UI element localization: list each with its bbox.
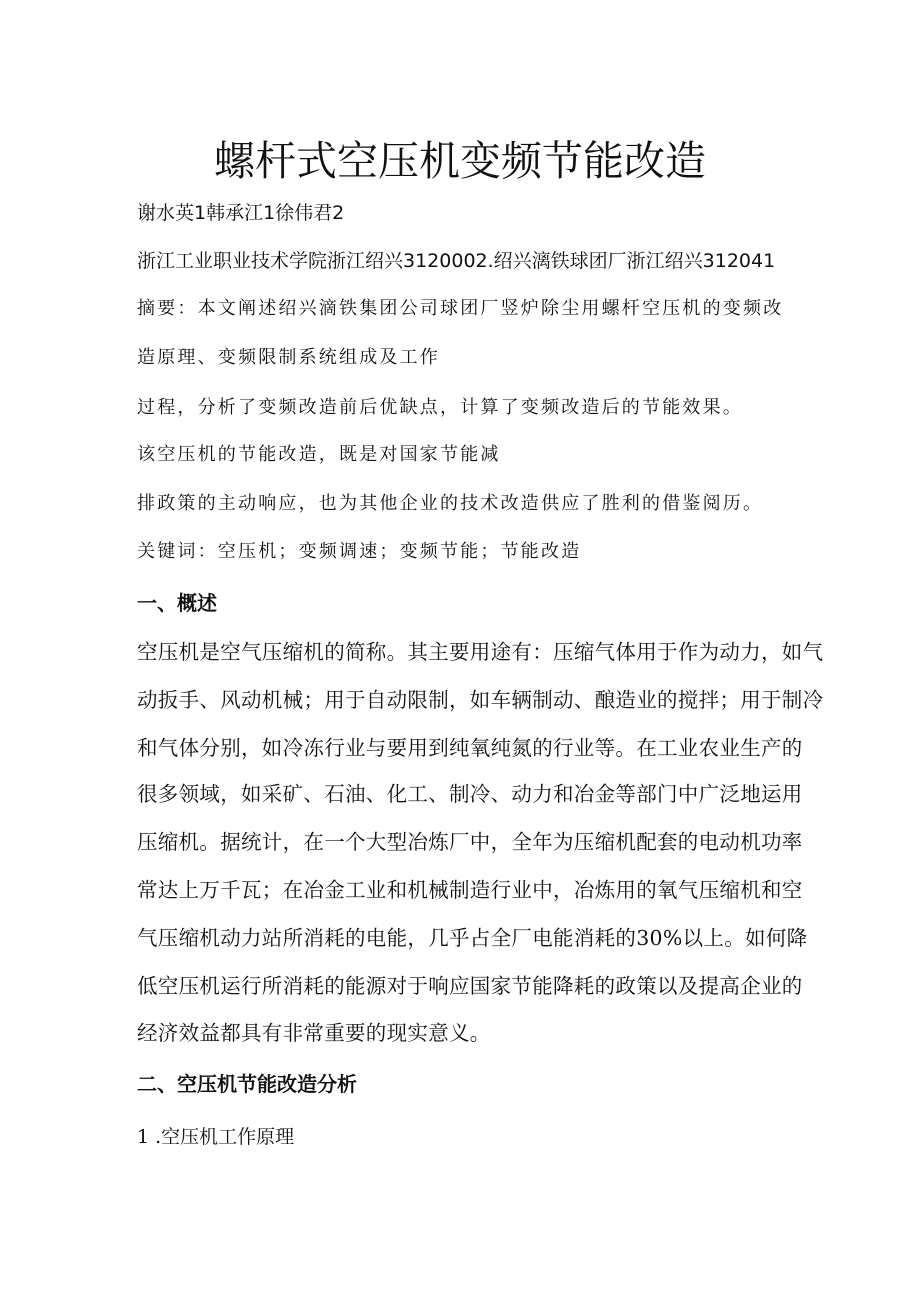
affiliation: 浙江工业职业技术学院浙江绍兴3120002.绍兴漓铁球团厂浙江绍兴312041 [137, 250, 776, 272]
paragraph-line: 动扳手、风动机械；用于自动限制，如车辆制动、酿造业的搅拌；用于制冷 [137, 688, 824, 712]
subsection-heading: 1 .空压机工作原理 [137, 1126, 295, 1148]
paragraph-line: 很多领域，如采矿、石油、化工、制冷、动力和冶金等部门中广泛地运用 [137, 782, 803, 806]
paragraph-line: 和气体分别，如冷冻行业与要用到纯氧纯氮的行业等。在工业农业生产的 [137, 736, 803, 760]
paragraph-line: 压缩机。据统计，在一个大型冶炼厂中，全年为压缩机配套的电动机功率 [137, 830, 803, 854]
keywords: 关键词：空压机；变频调速；变频节能；节能改造 [137, 541, 582, 562]
authors: 谢水英1韩承江1徐伟君2 [137, 202, 345, 224]
paragraph-line: 常达上万千瓦；在冶金工业和机械制造行业中，冶炼用的氧气压缩机和空 [137, 878, 803, 902]
paragraph-line: 经济效益都具有非常重要的现实意义。 [137, 1021, 491, 1045]
abstract-line: 排政策的主动响应，也为其他企业的技术改造供应了胜利的借鉴阅历。 [137, 493, 764, 514]
abstract-line: 造原理、变频限制系统组成及工作 [137, 347, 440, 368]
paragraph-line: 低空压机运行所消耗的能源对于响应国家节能降耗的政策以及提高企业的 [137, 974, 803, 998]
paragraph-line: 气压缩机动力站所消耗的电能，几乎占全厂电能消耗的30%以上。如何降 [137, 926, 808, 950]
section-heading-analysis: 二、空压机节能改造分析 [137, 1072, 357, 1096]
section-heading-overview: 一、概述 [137, 591, 217, 615]
abstract-line: 摘要：本文阐述绍兴滴铁集团公司球团厂竖炉除尘用螺杆空压机的变频改 [137, 298, 784, 319]
document-title: 螺杆式空压机变频节能改造 [214, 137, 706, 185]
paragraph-line: 空压机是空气压缩机的简称。其主要用途有：压缩气体用于作为动力，如气 [137, 640, 824, 664]
abstract-line: 该空压机的节能改造，既是对国家节能减 [137, 444, 501, 465]
abstract-line: 过程，分析了变频改造前后优缺点，计算了变频改造后的节能效果。 [137, 397, 743, 418]
